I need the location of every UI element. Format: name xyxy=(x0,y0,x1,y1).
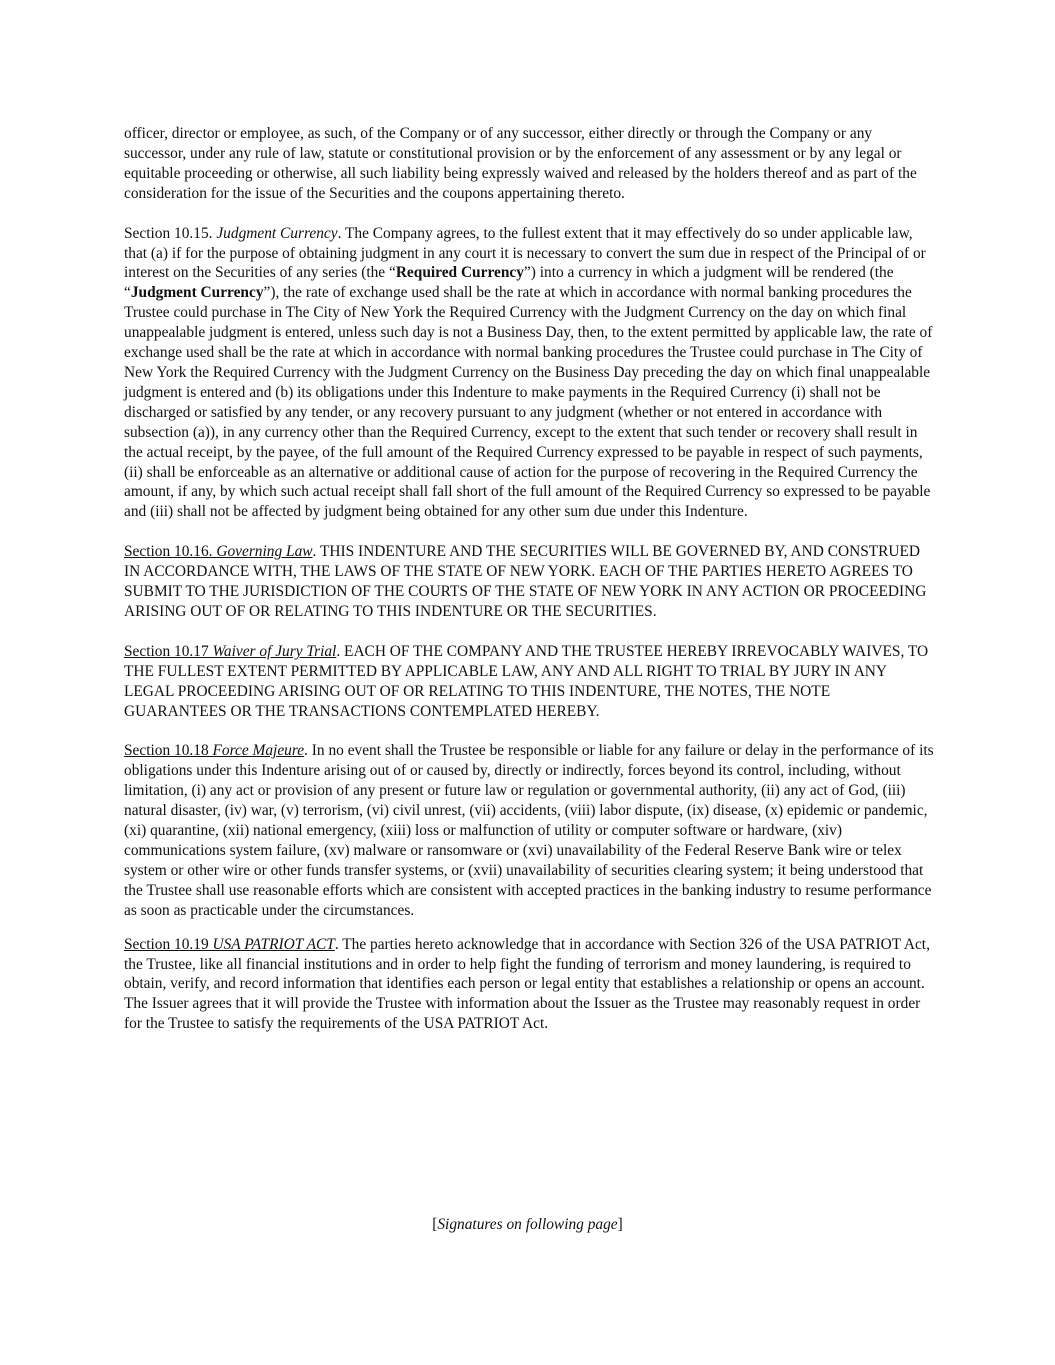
defined-term-judgment-currency: Judgment Currency xyxy=(130,284,264,302)
section-10-16-heading xyxy=(124,543,313,560)
section-10-18-number: Section 10.18 xyxy=(124,742,213,760)
footer-bracket-open: [ xyxy=(432,1216,438,1233)
section-10-18-body: . In no event shall the Trustee be responsible or liable for any failure or delay in the performance of its obligations under this Indenture arising out of or caused by, directly or indirectly, forces beyond its control, including, without limitation, (i) any act or provision of any present or future law or regulation or governmental authority, (ii) any act of God, (iii) natural disaster, (iv) war, (v) terrorism, (vi) civil unrest, (vii) accidents, (viii) labor dispute, (ix) disease, (x) epidemic or pandemic, (xi) quarantine, (xii) national emergency, (xiii) loss or malfunction of utility or computer software or hardware, (xiv) communications system failure, (xv) malware or ransomware or (xvi) unavailability of the Federal Reserve Bank wire or telex system or other wire or other funds transfer systems, or (xvii) unavailability of securities clearing system; it being understood that the Trustee shall use reasonable efforts which are consistent with accepted practices in the banking industry to resume performance as soon as practicable under the circumstances. xyxy=(124,742,934,919)
section-10-17-body: . EACH OF THE COMPANY AND THE TRUSTEE HEREBY IRREVOCABLY WAIVES, TO THE FULLEST EXTENT PERMITTED BY APPLICABLE LAW, ANY AND ALL RIGHT TO TRIAL BY JURY IN ANY LEGAL PROCEEDING ARISING OUT OF OR RELATING TO THIS INDENTURE, THE NOTES, THE NOTE GUARANTEES OR THE TRANSACTIONS CONTEMPLATED HEREBY. xyxy=(124,642,929,720)
section-10-19-title: USA PATRIOT ACT xyxy=(212,935,335,953)
section-10-15-text-1: . The Company agrees, to the fullest extent that it may effectively do so under applicable law, that (a) if for the purpose of obtaining judgment in any court it is necessary to convert the sum due in respect of the Principal of or interest on the Securities of any series (the “ xyxy=(124,224,926,282)
section-10-18 xyxy=(124,741,934,920)
section-10-15-number: Section 10.15. xyxy=(124,224,217,242)
section-10-16 xyxy=(124,542,934,622)
section-10-16-body: . THIS INDENTURE AND THE SECURITIES WILL BE GOVERNED BY, AND CONSTRUED IN ACCORDANCE WITH, THE LAWS OF THE STATE OF NEW YORK. EACH OF THE PARTIES HERETO AGREES TO SUBMIT TO THE JURISDICTION OF THE COURTS OF THE STATE OF NEW YORK IN ANY ACTION OR PROCEEDING ARISING OUT OF OR RELATING TO THIS INDENTURE OR THE SECURITIES. xyxy=(124,543,927,620)
section-10-15-text-2: ”) into a currency in which a judgment will be rendered (the “ xyxy=(124,264,894,302)
section-10-19-body: . The parties hereto acknowledge that in accordance with Section 326 of the USA PATRIOT Act, the Trustee, like all financial institutions and in order to help fight the funding of terrorism and money laundering, is required to obtain, verify, and record information that identifies each person or legal entity that establishes a relationship or opens an account. The Issuer agrees that it will provide the Trustee with information about the Issuer as the Trustee may reasonably request in order for the Trustee to satisfy the requirements of the USA PATRIOT Act. xyxy=(124,935,930,1033)
section-10-19-number: Section 10.19 xyxy=(124,935,213,953)
section-10-17-title: Waiver of Jury Trial xyxy=(212,642,337,660)
section-10-17-number: Section 10.17 xyxy=(124,642,213,660)
defined-term-required-currency: Required Currency xyxy=(395,264,524,282)
section-10-17 xyxy=(124,642,934,722)
section-10-15 xyxy=(124,224,934,523)
document-page xyxy=(124,124,934,1054)
section-10-16-title: Governing Law xyxy=(216,543,313,561)
section-10-18-heading xyxy=(124,742,304,759)
footer-bracket-close: ] xyxy=(617,1216,623,1233)
section-10-17-heading xyxy=(124,643,336,660)
section-10-15-title: Judgment Currency xyxy=(216,224,338,242)
continuation-paragraph: officer, director or employee, as such, of the Company or of any successor, either directly or through the Company or any successor, under any rule of law, statute or constitutional provision or by the enforcement of any assessment or by any legal or equitable proceeding or otherwise, all such liability being expressly waived and released by the holders thereof and as part of the consideration for the issue of the Securities and the coupons appertaining thereto. xyxy=(124,125,917,202)
section-10-19-heading xyxy=(124,936,335,953)
footer-text: Signatures on following page xyxy=(437,1216,618,1233)
section-10-16-number: Section 10.16. xyxy=(124,543,217,561)
section-10-19 xyxy=(124,935,934,1035)
section-10-18-title: Force Majeure xyxy=(212,742,305,760)
section-10-15-text-3: ”), the rate of exchange used shall be the rate at which in accordance with normal banking procedures the Trustee could purchase in The City of New York the Required Currency with the Judgment Currency on the day on which final unappealable judgment is entered, unless such day is not a Business Day, then, to the extent permitted by applicable law, the rate of exchange used shall be the rate at which in accordance with normal banking procedures the Trustee could purchase in The City of New York the Required Currency with the Judgment Currency on the Business Day preceding the day on which final unappealable judgment is entered and (b) its obligations under this Indenture to make payments in the Required Currency (i) shall not be discharged or satisfied by any tender, or any recovery pursuant to any judgment (whether or not entered in accordance with subsection (a)), in any currency other than the Required Currency, except to the extent that such tender or recovery shall result in the actual receipt, by the payee, of the full amount of the Required Currency expressed to be payable in respect of such payments, (ii) shall be enforceable as an alternative or additional cause of action for the purpose of recovering in the Required Currency the amount, if any, by which such actual receipt shall fall short of the full amount of the Required Currency so expressed to be payable and (iii) shall not be affected by judgment being obtained for any other sum due under this Indenture. xyxy=(124,284,933,521)
signature-page-note xyxy=(0,1215,1055,1235)
